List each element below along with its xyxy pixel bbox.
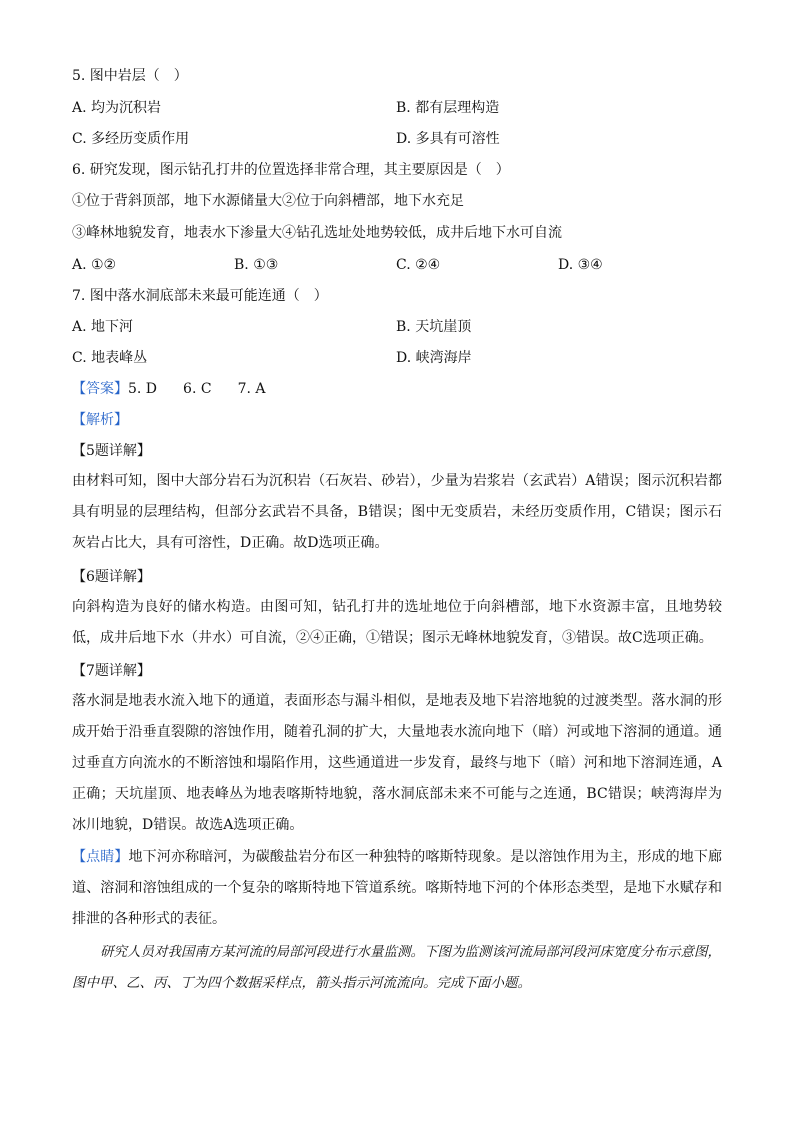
q7-option-d: D. 峡湾海岸 — [396, 350, 472, 366]
detail6-tag: 【6题详解】 — [72, 569, 151, 585]
next-question-intro: 研究人员对我国南方某河流的局部河段进行水量监测。下图为监测该河流局部河段河床宽度分布示意图，图中甲、乙、丙、丁为四个数据采样点，箭头指示河流流向。完成下面小题。 — [72, 944, 721, 991]
answer-tag: 【答案】 — [72, 381, 128, 397]
q6-option-c: C. ②④ — [396, 257, 441, 273]
detail6-text: 向斜构造为良好的储水构造。由图可知，钻孔打井的选址地位于向斜槽部，地下水资源丰富，且地势较低，成井后地下水（井水）可自流，②④正确，①错误；图示无峰林地貌发育，③错误。故C选项正确。 — [72, 599, 722, 646]
q6-stem: 6. 研究发现，图示钻孔打井的位置选择非常合理，其主要原因是（ ） — [72, 162, 510, 178]
q6-item-line-2: ③峰林地貌发育，地表水下渗量大④钻孔选址处地势较低，成井后地下水可自流 — [72, 225, 562, 241]
answer-7: 7. A — [237, 381, 266, 397]
q6-option-b: B. ①③ — [234, 257, 279, 273]
answer-6: 6. C — [183, 381, 212, 397]
q6-item-line-1: ①位于背斜顶部，地下水源储量大②位于向斜槽部，地下水充足 — [72, 193, 464, 209]
q5-option-d: D. 多具有可溶性 — [396, 131, 500, 147]
q6-option-d: D. ③④ — [558, 257, 603, 273]
q6-option-a: A. ①② — [72, 257, 117, 273]
detail5-tag: 【5题详解】 — [72, 443, 151, 459]
answer-line — [72, 380, 266, 398]
answer-5: 5. D — [128, 381, 158, 397]
detail7-text: 落水洞是地表水流入地下的通道，表面形态与漏斗相似，是地表及地下岩溶地貌的过渡类型。落水洞的形成开始于沿垂直裂隙的溶蚀作用，随着孔洞的扩大，大量地表水流向地下（暗）河或地下溶洞的通道。通过垂直方向流水的不断溶蚀和塌陷作用，这些通道进一步发育，最终与地下（暗）河和地下溶洞连通，A正确；天坑崖顶、地表峰丛为地表喀斯特地貌，落水洞底部未来不可能与之连通，BC错误；峡湾海岸为冰川地貌，D错误。故选A选项正确。 — [72, 693, 722, 833]
q7-option-a: A. 地下河 — [72, 319, 134, 335]
q5-option-c: C. 多经历变质作用 — [72, 131, 190, 147]
q5-option-a: A. 均为沉积岩 — [72, 100, 162, 116]
q5-stem: 5. 图中岩层（ ） — [72, 68, 188, 84]
dianjing-text: 地下河亦称暗河，为碳酸盐岩分布区一种独特的喀斯特现象。是以溶蚀作用为主，形成的地下廊道、溶洞和溶蚀组成的一个复杂的喀斯特地下管道系统。喀斯特地下河的个体形态类型，是地下水赋存和排泄的各种形式的表征。 — [72, 849, 723, 927]
dianjing-tag: 【点睛】 — [72, 849, 129, 865]
analysis-tag: 【解析】 — [72, 412, 128, 428]
dianjing-paragraph — [72, 842, 722, 935]
q7-stem: 7. 图中落水洞底部未来最可能连通（ ） — [72, 288, 328, 304]
detail7-tag: 【7题详解】 — [72, 663, 151, 679]
detail5-text: 由材料可知，图中大部分岩石为沉积岩（石灰岩、砂岩），少量为岩浆岩（玄武岩）A错误；图示沉积岩都具有明显的层理结构，但部分玄武岩不具备，B错误；图中无变质岩，未经历变质作用，C错误；图示石灰岩占比大，具有可溶性，D正确。故D选项正确。 — [72, 473, 722, 551]
q5-option-b: B. 都有层理构造 — [396, 100, 500, 116]
q7-option-c: C. 地表峰丛 — [72, 350, 148, 366]
q7-option-b: B. 天坑崖顶 — [396, 319, 472, 335]
